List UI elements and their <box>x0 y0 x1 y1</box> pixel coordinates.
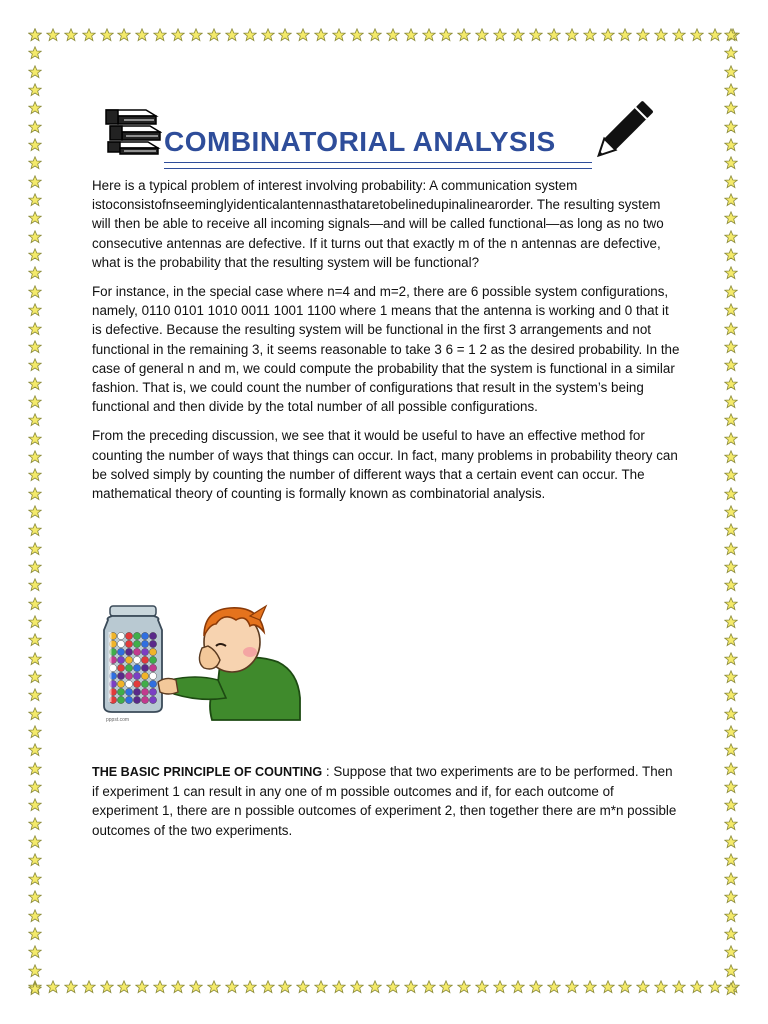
star-icon <box>28 377 42 391</box>
star-icon <box>547 28 561 42</box>
star-icon <box>724 46 738 60</box>
star-border-bottom <box>28 980 740 996</box>
star-icon <box>724 652 738 666</box>
candy <box>133 680 140 687</box>
candy <box>141 688 148 695</box>
star-icon <box>28 817 42 831</box>
star-border-top <box>28 28 740 44</box>
star-icon <box>28 230 42 244</box>
star-icon <box>724 964 738 978</box>
star-icon <box>225 980 239 994</box>
star-icon <box>28 505 42 519</box>
candy <box>117 640 124 647</box>
candy <box>141 640 148 647</box>
star-icon <box>100 980 114 994</box>
star-icon <box>28 395 42 409</box>
star-icon <box>724 83 738 97</box>
star-icon <box>724 358 738 372</box>
star-icon <box>28 65 42 79</box>
star-icon <box>28 872 42 886</box>
star-icon <box>386 28 400 42</box>
star-icon <box>475 980 489 994</box>
star-icon <box>28 964 42 978</box>
star-icon <box>28 890 42 904</box>
star-icon <box>28 450 42 464</box>
star-icon <box>724 175 738 189</box>
title-underline <box>164 162 592 169</box>
star-icon <box>690 980 704 994</box>
star-icon <box>82 28 96 42</box>
star-icon <box>153 980 167 994</box>
candy <box>117 664 124 671</box>
candy <box>125 632 132 639</box>
star-icon <box>28 909 42 923</box>
star-icon <box>475 28 489 42</box>
star-icon <box>547 980 561 994</box>
candy <box>149 656 156 663</box>
star-icon <box>724 138 738 152</box>
candy <box>117 696 124 703</box>
star-icon <box>724 193 738 207</box>
star-icon <box>261 980 275 994</box>
star-icon <box>28 725 42 739</box>
star-icon <box>724 707 738 721</box>
star-icon <box>724 340 738 354</box>
star-icon <box>207 28 221 42</box>
star-icon <box>296 28 310 42</box>
paragraph-intro: Here is a typical problem of interest involving probability: A communication system istoconsistofnseeminglyidenticalantennasthataretobelinedupinalinearorder. The resulting system will then be able to receive all incoming signals—and will be called functional—as long as no two consecutive antennas are defective. If it turns out that exactly m of the n antennas are defective, what is the probability that the resulting system will be functional? <box>92 178 664 270</box>
star-icon <box>278 980 292 994</box>
star-icon <box>314 28 328 42</box>
star-icon <box>28 138 42 152</box>
star-icon <box>28 340 42 354</box>
candy <box>133 648 140 655</box>
star-icon <box>724 156 738 170</box>
star-icon <box>28 468 42 482</box>
star-icon <box>439 980 453 994</box>
star-icon <box>46 980 60 994</box>
star-icon <box>135 980 149 994</box>
star-icon <box>724 597 738 611</box>
star-icon <box>601 980 615 994</box>
star-icon <box>724 853 738 867</box>
candy <box>125 640 132 647</box>
star-icon <box>189 28 203 42</box>
star-icon <box>28 542 42 556</box>
star-icon <box>28 982 42 996</box>
star-icon <box>724 633 738 647</box>
star-icon <box>724 835 738 849</box>
star-icon <box>724 413 738 427</box>
candy <box>133 640 140 647</box>
star-icon <box>724 542 738 556</box>
candy <box>125 688 132 695</box>
star-icon <box>565 980 579 994</box>
candy <box>149 632 156 639</box>
star-border-left <box>28 28 44 996</box>
candy <box>117 680 124 687</box>
star-icon <box>724 725 738 739</box>
illustration-caption: pppst.com <box>106 717 130 723</box>
star-icon <box>404 980 418 994</box>
body-text <box>92 176 682 513</box>
candy <box>133 696 140 703</box>
principle-text: : Suppose that two experiments are to be performed. Then if experiment 1 can result in any one of m possible outcomes and if, for each outcome of experiment 1, there are n possible outcomes of experiment 2, then together there are m*n possible outcomes of the two experiments. <box>92 764 677 838</box>
star-icon <box>724 395 738 409</box>
star-icon <box>28 835 42 849</box>
candy <box>125 680 132 687</box>
title-block <box>104 100 664 170</box>
paragraph-discussion: From the preceding discussion, we see that it would be useful to have an effective method for counting the number of ways that things can occur. In fact, many problems in probability theory can be solved simply by counting the number of different ways that a certain event can occur. The mathematical theory of counting is formally known as combinatorial analysis. <box>92 428 678 502</box>
candy <box>117 688 124 695</box>
star-icon <box>422 28 436 42</box>
star-icon <box>708 28 722 42</box>
basic-principle <box>92 762 682 840</box>
candy <box>133 664 140 671</box>
page-title: COMBINATORIAL ANALYSIS <box>164 126 556 157</box>
star-icon <box>28 560 42 574</box>
star-icon <box>386 980 400 994</box>
star-icon <box>28 487 42 501</box>
star-icon <box>28 743 42 757</box>
star-icon <box>28 248 42 262</box>
star-icon <box>618 980 632 994</box>
star-icon <box>243 980 257 994</box>
star-icon <box>583 980 597 994</box>
candy <box>149 672 156 679</box>
candy <box>141 680 148 687</box>
star-icon <box>724 211 738 225</box>
candy <box>117 672 124 679</box>
paragraph-example: For instance, in the special case where n=4 and m=2, there are 6 possible system configurations, namely, 0110 0101 1010 0011 1001 1100 where 1 means that the antenna is working and 0 that it is defective. Because the resulting system will be functional in the first 3 arrangements and not functional in the remaining 3, it seems reasonable to take 3 6 = 1 2 as the desired probability. In the case of general n and m, we could compute the probability that the system is functional in a similar fashion. That is, we could count the number of configurations that result in the system’s being functional and then divide by the total number of all possible configurations. <box>92 284 680 415</box>
star-icon <box>636 28 650 42</box>
star-icon <box>28 688 42 702</box>
star-icon <box>171 980 185 994</box>
star-icon <box>724 101 738 115</box>
star-icon <box>404 28 418 42</box>
star-icon <box>28 798 42 812</box>
candy <box>117 648 124 655</box>
candy <box>149 688 156 695</box>
star-icon <box>511 28 525 42</box>
candy <box>125 664 132 671</box>
star-icon <box>350 28 364 42</box>
star-icon <box>724 487 738 501</box>
star-icon <box>724 468 738 482</box>
star-icon <box>28 853 42 867</box>
star-icon <box>724 780 738 794</box>
star-icon <box>724 945 738 959</box>
star-icon <box>28 193 42 207</box>
candy <box>117 632 124 639</box>
star-icon <box>724 322 738 336</box>
star-icon <box>171 28 185 42</box>
star-icon <box>724 285 738 299</box>
candy <box>149 664 156 671</box>
star-icon <box>100 28 114 42</box>
star-icon <box>672 980 686 994</box>
star-icon <box>583 28 597 42</box>
candy <box>141 632 148 639</box>
star-icon <box>28 211 42 225</box>
star-icon <box>28 780 42 794</box>
star-icon <box>64 28 78 42</box>
star-icon <box>724 230 738 244</box>
star-icon <box>565 28 579 42</box>
star-icon <box>368 980 382 994</box>
boy-with-candy-jar-icon <box>100 602 310 724</box>
star-icon <box>28 707 42 721</box>
star-icon <box>601 28 615 42</box>
candy <box>149 648 156 655</box>
star-icon <box>724 982 738 996</box>
star-icon <box>636 980 650 994</box>
star-icon <box>724 523 738 537</box>
star-icon <box>28 83 42 97</box>
star-icon <box>457 980 471 994</box>
candy <box>125 648 132 655</box>
candy <box>141 656 148 663</box>
star-icon <box>654 980 668 994</box>
star-icon <box>117 980 131 994</box>
candy <box>141 672 148 679</box>
star-icon <box>261 28 275 42</box>
star-icon <box>28 633 42 647</box>
star-icon <box>28 285 42 299</box>
star-border-right <box>724 28 740 996</box>
star-icon <box>28 945 42 959</box>
star-icon <box>724 377 738 391</box>
star-icon <box>529 980 543 994</box>
candy <box>133 656 140 663</box>
candy <box>141 664 148 671</box>
star-icon <box>28 28 42 42</box>
candy <box>149 696 156 703</box>
star-icon <box>296 980 310 994</box>
star-icon <box>28 46 42 60</box>
star-icon <box>28 578 42 592</box>
star-icon <box>724 120 738 134</box>
star-icon <box>64 980 78 994</box>
candy <box>133 632 140 639</box>
candy <box>149 680 156 687</box>
star-icon <box>314 980 328 994</box>
star-icon <box>724 303 738 317</box>
star-icon <box>28 652 42 666</box>
star-icon <box>724 927 738 941</box>
star-icon <box>28 322 42 336</box>
star-icon <box>207 980 221 994</box>
candy <box>117 656 124 663</box>
star-icon <box>724 798 738 812</box>
star-icon <box>672 28 686 42</box>
star-icon <box>724 578 738 592</box>
star-icon <box>724 615 738 629</box>
candy <box>133 688 140 695</box>
star-icon <box>135 28 149 42</box>
star-icon <box>724 28 738 42</box>
star-icon <box>724 872 738 886</box>
star-icon <box>278 28 292 42</box>
star-icon <box>28 101 42 115</box>
star-icon <box>82 980 96 994</box>
star-icon <box>153 28 167 42</box>
star-icon <box>28 358 42 372</box>
star-icon <box>724 560 738 574</box>
star-icon <box>493 980 507 994</box>
star-icon <box>618 28 632 42</box>
star-icon <box>690 28 704 42</box>
star-icon <box>117 28 131 42</box>
pencil-icon <box>594 92 664 164</box>
star-icon <box>724 743 738 757</box>
star-icon <box>724 762 738 776</box>
star-icon <box>28 615 42 629</box>
principle-heading: THE BASIC PRINCIPLE OF COUNTING <box>92 765 323 779</box>
star-icon <box>724 450 738 464</box>
books-icon <box>104 104 162 156</box>
star-icon <box>28 156 42 170</box>
star-icon <box>724 248 738 262</box>
star-icon <box>28 303 42 317</box>
candy <box>125 656 132 663</box>
star-icon <box>422 980 436 994</box>
star-icon <box>511 980 525 994</box>
star-icon <box>225 28 239 42</box>
star-icon <box>28 597 42 611</box>
star-icon <box>28 413 42 427</box>
star-icon <box>724 909 738 923</box>
star-icon <box>28 120 42 134</box>
star-icon <box>724 817 738 831</box>
star-icon <box>243 28 257 42</box>
candy <box>125 696 132 703</box>
star-icon <box>28 432 42 446</box>
star-icon <box>724 505 738 519</box>
star-icon <box>724 65 738 79</box>
star-icon <box>457 28 471 42</box>
star-icon <box>28 762 42 776</box>
star-icon <box>332 980 346 994</box>
candy <box>125 672 132 679</box>
star-icon <box>493 28 507 42</box>
star-icon <box>439 28 453 42</box>
candy <box>149 640 156 647</box>
star-icon <box>724 670 738 684</box>
star-icon <box>724 432 738 446</box>
star-icon <box>28 523 42 537</box>
star-icon <box>529 28 543 42</box>
star-icon <box>28 927 42 941</box>
star-icon <box>654 28 668 42</box>
star-icon <box>724 890 738 904</box>
star-icon <box>332 28 346 42</box>
star-icon <box>708 980 722 994</box>
star-icon <box>724 688 738 702</box>
star-icon <box>350 980 364 994</box>
candy <box>141 648 148 655</box>
star-icon <box>46 28 60 42</box>
star-icon <box>28 266 42 280</box>
candy <box>141 696 148 703</box>
star-icon <box>28 670 42 684</box>
candy <box>133 672 140 679</box>
star-icon <box>189 980 203 994</box>
star-icon <box>368 28 382 42</box>
star-icon <box>724 266 738 280</box>
star-icon <box>28 175 42 189</box>
